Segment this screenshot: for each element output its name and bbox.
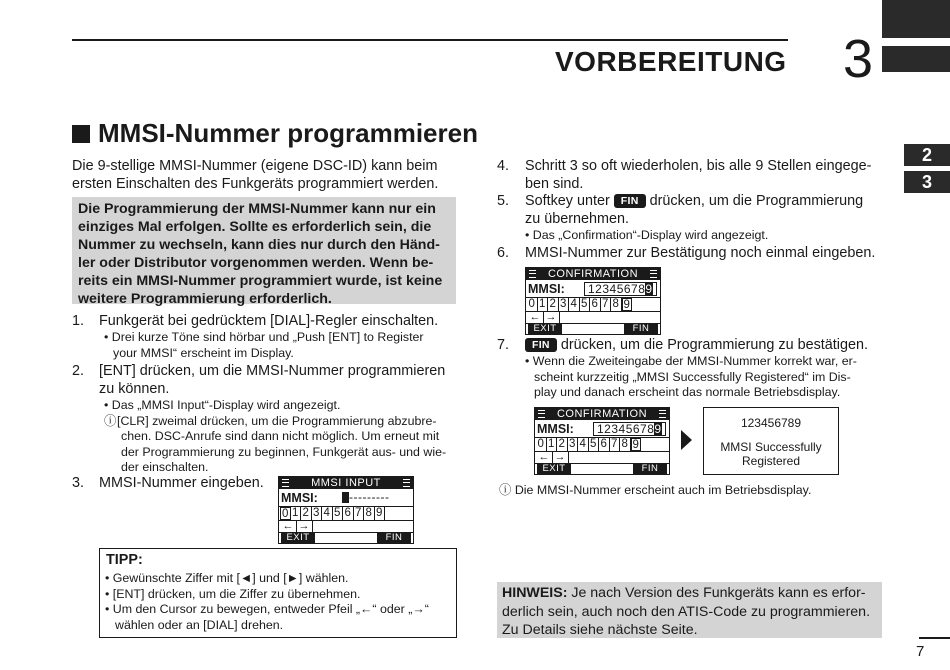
mmsi-value-text: 12345678 xyxy=(588,282,646,296)
warning-box xyxy=(72,197,456,308)
digit-key[interactable]: 9 xyxy=(622,298,633,311)
menu-icon xyxy=(538,410,545,418)
digit-key[interactable]: 6 xyxy=(599,438,610,451)
screen-divider xyxy=(568,451,569,463)
chapter-tab-block xyxy=(882,0,950,38)
digit-key[interactable]: 4 xyxy=(578,438,589,451)
fin-softkey[interactable]: FIN xyxy=(624,324,658,334)
exit-softkey[interactable]: EXIT xyxy=(528,324,562,334)
step-number: 2. xyxy=(72,363,85,379)
step-4 xyxy=(497,157,885,193)
step-note: • Wenn die Zweiteingabe der MMSI-Nummer korrekt war, er- xyxy=(525,354,857,368)
digit-key[interactable]: 8 xyxy=(611,298,622,311)
menu-icon xyxy=(650,270,657,278)
step-note: • Das „Confirmation“-Display wird angezeigt. xyxy=(525,228,769,242)
mmsi-label: MMSI: xyxy=(528,282,565,296)
digit-key[interactable]: 1 xyxy=(547,438,558,451)
menu-icon xyxy=(282,479,289,487)
hinweis-box xyxy=(497,582,882,638)
info-line: der einschalten. xyxy=(121,460,209,474)
arrow-right-key[interactable]: → xyxy=(545,311,557,323)
info-text: Die MMSI-Nummer erscheint auch im Betriebsdisplay. xyxy=(514,483,812,497)
step-5 xyxy=(497,192,877,244)
digit-key[interactable]: 5 xyxy=(580,298,591,311)
chapter-title: VORBEREITUNG xyxy=(555,46,787,77)
screen-title: CONFIRMATION xyxy=(547,268,639,280)
mmsi-value[interactable] xyxy=(339,491,406,504)
step-2 xyxy=(72,362,462,476)
step-number: 5. xyxy=(497,193,510,209)
digit-row xyxy=(280,507,385,520)
step-number: 6. xyxy=(497,245,510,261)
warning-line: Die Programmierung der MMSI-Nummer kann nur ein xyxy=(78,201,436,217)
tip-item: • Gewünschte Ziffer mit [◄] und [►] wählen. xyxy=(105,571,349,585)
digit-key[interactable]: 0 xyxy=(280,507,291,520)
section-title xyxy=(72,118,478,149)
menu-icon xyxy=(403,479,410,487)
digit-key[interactable]: 5 xyxy=(333,507,344,520)
arrow-right-key[interactable]: → xyxy=(298,520,310,532)
chapter-number: 3 xyxy=(843,29,874,89)
page-number: 7 xyxy=(916,643,925,660)
screen-title-bar xyxy=(526,268,660,280)
step-number: 1. xyxy=(72,313,85,329)
arrow-left-key[interactable]: ← xyxy=(529,311,541,323)
mmsi-value[interactable] xyxy=(584,282,657,296)
screen-divider xyxy=(559,311,560,323)
page-rule xyxy=(919,637,950,639)
step-number: 4. xyxy=(497,158,510,174)
step-text: drücken, um die Programmierung zu bestätigen. xyxy=(560,337,868,353)
cursor-digit: 9 xyxy=(645,282,653,296)
digit-key[interactable]: 8 xyxy=(364,507,375,520)
step-text: MMSI-Nummer zur Bestätigung noch einmal eingeben. xyxy=(525,245,876,261)
digit-key[interactable]: 4 xyxy=(569,298,580,311)
fin-softkey[interactable]: FIN xyxy=(633,464,667,474)
step-note: play und danach erscheint das normale Betriebsdisplay. xyxy=(534,385,841,399)
intro-text xyxy=(72,157,438,193)
side-tab-3[interactable]: 3 xyxy=(904,171,950,193)
step-text: Softkey unter xyxy=(525,193,610,209)
cursor-block xyxy=(342,492,349,503)
registered-number: 123456789 xyxy=(740,416,802,430)
digit-key[interactable]: 5 xyxy=(589,438,600,451)
step-note: scheint kurzzeitig „MMSI Successfully Registered“ im Dis- xyxy=(534,369,851,384)
fin-key-badge: FIN xyxy=(525,338,557,352)
step-6 xyxy=(497,244,875,262)
digit-key[interactable]: 7 xyxy=(601,298,612,311)
digit-key[interactable]: 0 xyxy=(527,298,538,311)
info-icon: ⓘ xyxy=(104,413,117,428)
mmsi-input-screen xyxy=(278,476,414,544)
step-text: MMSI-Nummer eingeben. xyxy=(99,475,264,491)
registered-screen xyxy=(703,407,839,475)
hinweis-label: HINWEIS: xyxy=(502,585,568,601)
mmsi-value[interactable] xyxy=(593,422,666,436)
step-text: ben sind. xyxy=(525,176,584,192)
warning-line: einziges Mal erfolgen. Sollte es erforderlich sein, die xyxy=(78,219,432,236)
intro-line: ersten Einschalten des Funkgeräts programmiert werden. xyxy=(72,176,439,192)
arrow-left-key[interactable]: ← xyxy=(538,451,550,463)
step-text: Funkgerät bei gedrücktem [DIAL]-Regler einschalten. xyxy=(99,313,439,329)
header-rule xyxy=(72,39,788,41)
digit-key[interactable]: 2 xyxy=(548,298,559,311)
digit-key[interactable]: 1 xyxy=(291,507,302,520)
digit-key[interactable]: 4 xyxy=(322,507,333,520)
section-square-icon xyxy=(72,125,90,143)
step-number: 3. xyxy=(72,475,85,491)
side-tab-2[interactable]: 2 xyxy=(904,144,950,166)
digit-key[interactable]: 3 xyxy=(559,298,570,311)
digit-key[interactable]: 9 xyxy=(631,438,642,451)
exit-softkey[interactable]: EXIT xyxy=(537,464,571,474)
confirmation-screen-2 xyxy=(534,407,670,475)
digit-key[interactable]: 2 xyxy=(557,438,568,451)
confirmation-screen xyxy=(525,267,661,335)
intro-line: Die 9-stellige MMSI-Nummer (eigene DSC-ID) kann beim xyxy=(72,158,438,174)
step-text: zu übernehmen. xyxy=(525,211,630,227)
tip-box xyxy=(99,548,457,638)
fin-softkey[interactable]: FIN xyxy=(377,533,411,543)
step-3 xyxy=(72,474,264,492)
tip-item: • [ENT] drücken, um die Ziffer zu übernehmen. xyxy=(105,586,361,601)
step-text: drücken, um die Programmierung xyxy=(649,193,864,209)
step-7 xyxy=(497,336,887,401)
tip-heading: TIPP: xyxy=(106,552,143,568)
tip-item: wählen oder an [DIAL] drehen. xyxy=(115,617,284,632)
warning-line: reits ein MMSI-Nummer programmiert wurde, ist keine xyxy=(78,273,443,290)
digit-key[interactable]: 3 xyxy=(312,507,323,520)
menu-icon xyxy=(529,270,536,278)
step-text: zu können. xyxy=(99,381,170,397)
mmsi-value-text: --------- xyxy=(349,490,390,504)
screen-title: CONFIRMATION xyxy=(556,408,648,420)
warning-line: Nummer zu wechseln, kann dies nur durch den Händ- xyxy=(78,237,440,254)
info-line: [CLR] zweimal drücken, um die Programmierung abzubre- xyxy=(117,413,437,428)
mmsi-label: MMSI: xyxy=(537,422,574,436)
digit-key[interactable]: 9 xyxy=(375,507,386,520)
digit-key[interactable]: 3 xyxy=(568,438,579,451)
digit-key[interactable]: 8 xyxy=(620,438,631,451)
warning-line: weitere Programmierung erforderlich. xyxy=(78,291,332,308)
registered-line: Registered xyxy=(741,454,801,468)
section-title-text: MMSI-Nummer programmieren xyxy=(98,118,478,148)
step-1 xyxy=(72,312,462,361)
step-note: • Drei kurze Töne sind hörbar und „Push [ENT] to Register xyxy=(104,330,424,344)
hinweis-text: derlich sein, auch noch den ATIS-Code zu programmieren. xyxy=(502,603,871,620)
hinweis-text: Je nach Version des Funkgeräts kann es erfor- xyxy=(567,585,866,601)
registered-line: MMSI Successfully xyxy=(720,440,822,454)
info-note xyxy=(499,483,811,499)
step-note: your MMSI“ erscheint im Display. xyxy=(113,345,294,360)
info-line: chen. DSC-Anrufe sind dann nicht möglich. Um erneut mit xyxy=(121,429,440,443)
step-note: • Das „MMSI Input“-Display wird angezeigt. xyxy=(104,398,341,412)
digit-key[interactable]: 6 xyxy=(343,507,354,520)
digit-row xyxy=(527,298,632,311)
step-text: [ENT] drücken, um die MMSI-Nummer programmieren xyxy=(99,363,446,379)
screen-title: MMSI INPUT xyxy=(311,477,381,489)
cursor-digit: 9 xyxy=(654,422,662,436)
screen-divider xyxy=(312,520,313,532)
digit-row xyxy=(536,438,641,451)
digit-key[interactable]: 7 xyxy=(610,438,621,451)
warning-line: ler oder Distributor vorgenommen werden. Wenn be- xyxy=(78,255,434,272)
screen-title-bar xyxy=(279,477,413,489)
chapter-tab-block-lower xyxy=(882,46,950,72)
screen-title-bar xyxy=(535,408,669,420)
digit-key[interactable]: 0 xyxy=(536,438,547,451)
info-icon: ⓘ xyxy=(499,483,512,497)
menu-icon xyxy=(659,410,666,418)
fin-key-badge: FIN xyxy=(614,194,646,208)
arrow-right-key[interactable]: → xyxy=(554,451,566,463)
digit-key[interactable]: 6 xyxy=(590,298,601,311)
arrow-left-key[interactable]: ← xyxy=(282,520,294,532)
step-text: Schritt 3 so oft wiederholen, bis alle 9 Stellen eingege- xyxy=(525,158,872,174)
digit-key[interactable]: 1 xyxy=(538,298,549,311)
tip-item: • Um den Cursor zu bewegen, entweder Pfeil „←“ oder „→“ xyxy=(105,602,429,616)
digit-key[interactable]: 2 xyxy=(301,507,312,520)
digit-key[interactable]: 7 xyxy=(354,507,365,520)
mmsi-label: MMSI: xyxy=(281,491,318,505)
exit-softkey[interactable]: EXIT xyxy=(281,533,315,543)
hinweis-text: Zu Details siehe nächste Seite. xyxy=(502,622,698,638)
mmsi-value-text: 12345678 xyxy=(597,422,655,436)
step-number: 7. xyxy=(497,337,510,353)
info-line: der Programmierung zu beginnen, Funkgerät aus- und wie- xyxy=(121,444,447,459)
arrow-right-icon xyxy=(681,430,692,450)
